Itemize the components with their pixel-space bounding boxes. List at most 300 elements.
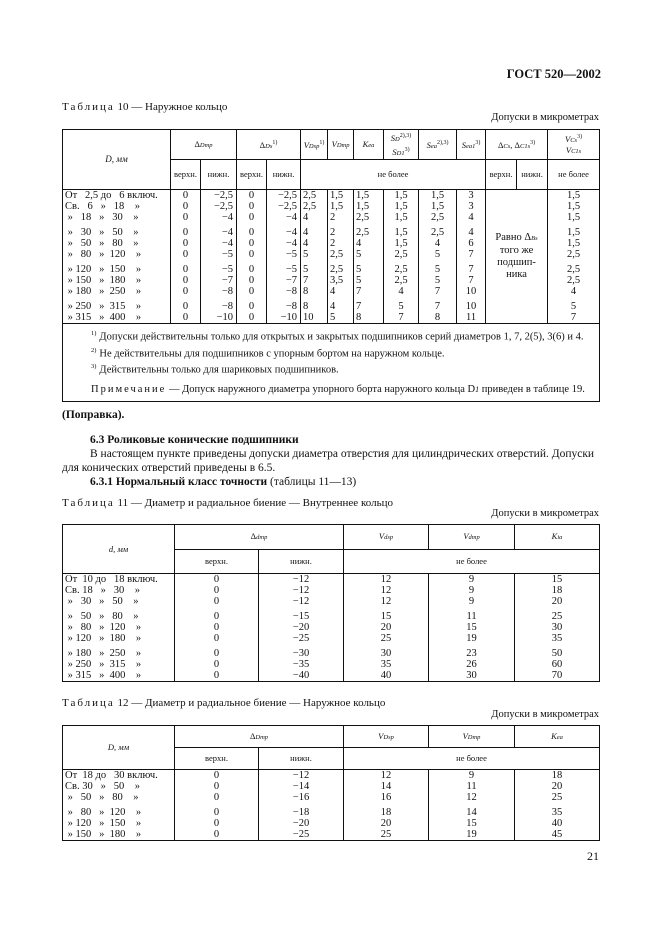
table-cell: 0: [171, 212, 201, 223]
table-cell: 15: [429, 622, 515, 633]
table-cell: 0: [175, 633, 259, 644]
table-cell: 25: [515, 607, 600, 622]
table-cell: 0: [175, 607, 259, 622]
table-cell: 30: [429, 670, 515, 682]
col-header-delta-dmp: ΔDmp: [171, 130, 237, 160]
table-cell: 5: [354, 275, 384, 286]
table-cell: −2,5: [201, 190, 237, 202]
footnote-2: $^{2)}$ Не действительны для подшипников с упорным бортом на наружном кольце.: [91, 346, 445, 359]
table-cell: 5: [384, 297, 419, 312]
table-cell: » 80 » 120 »: [63, 249, 171, 260]
table-12: [62, 725, 600, 841]
table-cell: 5: [548, 297, 600, 312]
table-cell: 14: [429, 803, 515, 818]
table-11-caption: Таблица 11 — Диаметр и радиальное биение — Внутреннее кольцо: [62, 497, 393, 509]
table-cell: 0: [175, 770, 259, 782]
table-cell: 23: [429, 644, 515, 659]
table-cell: 2,5: [328, 260, 354, 275]
table-cell: −4: [267, 238, 301, 249]
table-cell: 0: [237, 249, 267, 260]
table-cell: 9: [429, 596, 515, 607]
table-cell: 70: [515, 670, 600, 682]
table-cell: 2,5: [548, 275, 600, 286]
table-cell: 5: [301, 260, 328, 275]
col-header-kea: Kea: [354, 130, 384, 160]
table-cell: 1,5: [548, 201, 600, 212]
table-cell: −5: [201, 260, 237, 275]
table-cell: 2,5: [419, 223, 457, 238]
col-header-kia: Kia: [515, 525, 600, 550]
table-cell: 4: [384, 286, 419, 297]
table-row: [63, 574, 600, 586]
table-cell: 18: [515, 585, 600, 596]
table-cell: 0: [237, 275, 267, 286]
table-cell: 1,5: [548, 212, 600, 223]
table-cell: −12: [259, 585, 344, 596]
table-cell: 1,5: [548, 223, 600, 238]
merged-line: подшип-: [497, 257, 536, 268]
table-cell: 18: [515, 770, 600, 782]
table-cell: −20: [259, 818, 344, 829]
table-cell: 0: [237, 212, 267, 223]
header-upper: верхн.: [486, 160, 517, 190]
col-header-vdmp: VDmp: [328, 130, 354, 160]
table-cell: » 315 » 400 »: [63, 312, 171, 324]
col-header-vdmp: VDmp: [429, 726, 515, 748]
table-10-units: Допуски в микрометрах: [491, 112, 599, 123]
table-cell: 30: [344, 644, 429, 659]
table-cell: 20: [515, 781, 600, 792]
table-cell: 9: [429, 770, 515, 782]
table-cell: 0: [171, 190, 201, 202]
header-upper: верхн.: [175, 550, 259, 574]
table-11-units: Допуски в микрометрах: [491, 508, 599, 519]
table-cell: −2,5: [267, 201, 301, 212]
table-cell: 10: [301, 312, 328, 324]
table-cell: 25: [344, 829, 429, 841]
table-cell: 4: [328, 297, 354, 312]
table-cell: 12: [344, 596, 429, 607]
table-cell: » 50 » 80 »: [63, 607, 175, 622]
col-header-vdsp: Vdsp: [344, 525, 429, 550]
page-number: 21: [587, 849, 599, 863]
table-cell: −16: [259, 792, 344, 803]
table-cell: 7: [457, 275, 486, 286]
table-11: [62, 524, 600, 682]
table-cell: 1,5: [384, 223, 419, 238]
table-row: [63, 585, 600, 596]
table-cell: −12: [259, 770, 344, 782]
col-header-D: D, мм: [63, 726, 175, 770]
table-cell: −8: [267, 286, 301, 297]
table-cell: 1,5: [384, 190, 419, 202]
header-not-more: не более: [301, 160, 486, 190]
table-cell: » 18 » 30 »: [63, 212, 171, 223]
table-cell: Св. 18 » 30 »: [63, 585, 175, 596]
table-cell: » 120 » 150 »: [63, 818, 175, 829]
table-cell: 0: [175, 585, 259, 596]
table-cell: 20: [344, 622, 429, 633]
col-header-delta-dmp: Δdmp: [175, 525, 344, 550]
table-cell: 7: [419, 286, 457, 297]
table-cell: 0: [175, 659, 259, 670]
table-cell: −5: [201, 249, 237, 260]
table-cell: 2,5: [384, 249, 419, 260]
table-cell: 3: [457, 190, 486, 202]
table-cell: 0: [171, 223, 201, 238]
table-cell: » 180 » 250 »: [63, 644, 175, 659]
table-cell: 5: [419, 260, 457, 275]
table-cell: » 250 » 315 »: [63, 297, 171, 312]
table-cell: 0: [237, 201, 267, 212]
col-header-D: D, мм: [63, 130, 171, 190]
table-cell: 45: [515, 829, 600, 841]
table-cell: 7: [457, 249, 486, 260]
table-cell: 0: [171, 238, 201, 249]
table-row: [63, 596, 600, 607]
table-note: Примечание — Допуск наружного диаметра упорного борта наружного кольца D1 приведен в таблице 19.: [91, 383, 585, 395]
table-10: [62, 129, 600, 402]
table-cell: » 50 » 80 »: [63, 792, 175, 803]
table-cell: 0: [237, 297, 267, 312]
table-row: [63, 670, 600, 682]
table-cell: 6: [457, 238, 486, 249]
table-cell: » 150 » 180 »: [63, 829, 175, 841]
table-12-units: Допуски в микрометрах: [491, 709, 599, 720]
table-cell: 0: [175, 818, 259, 829]
table-cell: 35: [515, 803, 600, 818]
table-cell: 1,5: [419, 201, 457, 212]
header-not-more: не более: [344, 550, 600, 574]
table-cell: 0: [237, 238, 267, 249]
table-cell: 5: [328, 312, 354, 324]
col-header-vdsp: VDsp$^{1)}$: [301, 130, 328, 160]
table-cell: 12: [344, 574, 429, 586]
table-cell: −35: [259, 659, 344, 670]
table-cell: 2,5: [384, 275, 419, 286]
table-row: [63, 803, 600, 818]
table-cell: −12: [259, 596, 344, 607]
table-cell: От 18 до 30 включ.: [63, 770, 175, 782]
table-row: [63, 622, 600, 633]
table-cell: −5: [267, 249, 301, 260]
table-cell: » 120 » 180 »: [63, 633, 175, 644]
table-cell: От 10 до 18 включ.: [63, 574, 175, 586]
footnote-3: $^{3)}$ Действительны только для шариковых подшипников.: [91, 363, 339, 376]
table-cell: 16: [344, 792, 429, 803]
col-header-vdsp: VDsp: [344, 726, 429, 748]
table-cell: 7: [301, 275, 328, 286]
table-cell: 2,5: [354, 212, 384, 223]
table-cell: 1,5: [419, 190, 457, 202]
table-cell: 1,5: [384, 238, 419, 249]
table-row: [63, 792, 600, 803]
table-row: [63, 770, 600, 782]
table-cell: 0: [175, 803, 259, 818]
table-cell: −25: [259, 829, 344, 841]
table-cell: Св. 30 » 50 »: [63, 781, 175, 792]
table-cell: 0: [171, 260, 201, 275]
table-cell: 0: [237, 223, 267, 238]
table-cell: −2,5: [267, 190, 301, 202]
table-cell: 8: [301, 286, 328, 297]
table-10-caption: [62, 101, 227, 113]
table-cell: 5: [301, 249, 328, 260]
table-row: [63, 607, 600, 622]
table-cell: 0: [175, 829, 259, 841]
table-cell: 2,5: [301, 190, 328, 202]
table-cell: 40: [515, 818, 600, 829]
header-lower: нижн.: [517, 160, 548, 190]
merged-note-cell: [486, 190, 548, 324]
table-cell: 0: [171, 201, 201, 212]
table-cell: 15: [429, 818, 515, 829]
table-cell: 12: [344, 585, 429, 596]
table-cell: 9: [429, 585, 515, 596]
table-cell: 7: [354, 297, 384, 312]
table-cell: 12: [344, 770, 429, 782]
header-upper: верхн.: [237, 160, 267, 190]
table-cell: 12: [429, 792, 515, 803]
table-cell: −5: [267, 260, 301, 275]
header-upper: верхн.: [171, 160, 201, 190]
table-cell: 0: [237, 312, 267, 324]
section-6-3-heading: 6.3 Роликовые конические подшипники: [90, 434, 299, 446]
table-cell: 2,5: [301, 201, 328, 212]
table-cell: 30: [515, 622, 600, 633]
table-cell: 8: [301, 297, 328, 312]
table-cell: 50: [515, 644, 600, 659]
table-cell: −25: [259, 633, 344, 644]
table-cell: 0: [175, 670, 259, 682]
section-6-3-paragraph: В настоящем пункте приведены допуски диаметра отверстия для цилиндрических отверстий. Допуски для конических отверстий приведены в 6.5.: [62, 448, 595, 474]
table-cell: −7: [267, 275, 301, 286]
merged-line: того же: [499, 245, 534, 256]
table-cell: » 80 » 120 »: [63, 622, 175, 633]
col-header-sd: $SD^{2),3)}$ SD1$^{3)}$: [384, 130, 419, 160]
header-lower: нижн.: [201, 160, 237, 190]
table-cell: −10: [267, 312, 301, 324]
table-cell: 10: [457, 297, 486, 312]
table-cell: 1,5: [354, 201, 384, 212]
table-cell: 0: [175, 644, 259, 659]
col-header-kea: Kea: [515, 726, 600, 748]
table-cell: 0: [175, 622, 259, 633]
table-cell: −18: [259, 803, 344, 818]
table-row: [63, 190, 600, 202]
table-cell: 1,5: [354, 190, 384, 202]
table-cell: 7: [457, 260, 486, 275]
header-upper: верхн.: [175, 748, 259, 770]
table-cell: −8: [201, 286, 237, 297]
table-cell: −4: [201, 212, 237, 223]
table-cell: 0: [175, 574, 259, 586]
table-cell: −10: [201, 312, 237, 324]
col-header-vdmp: Vdmp: [429, 525, 515, 550]
table-cell: 10: [457, 286, 486, 297]
col-header-delta-dmp: ΔDmp: [175, 726, 344, 748]
table-cell: 2,5: [328, 249, 354, 260]
table-cell: 2,5: [354, 223, 384, 238]
table-cell: −4: [267, 223, 301, 238]
table-cell: 35: [515, 633, 600, 644]
table-cell: 4: [457, 223, 486, 238]
table-cell: 0: [175, 596, 259, 607]
table-cell: 7: [354, 286, 384, 297]
correction-note: (Поправка).: [62, 409, 125, 421]
header-not-more: не более: [548, 160, 600, 190]
table-cell: 1,5: [328, 190, 354, 202]
table-cell: 19: [429, 633, 515, 644]
table-row: [63, 633, 600, 644]
table-cell: 14: [344, 781, 429, 792]
table-12-caption: Таблица 12 — Диаметр и радиальное биение — Наружное кольцо: [62, 697, 386, 709]
table-cell: 20: [515, 596, 600, 607]
table-cell: » 30 » 50 »: [63, 596, 175, 607]
table-cell: −8: [201, 297, 237, 312]
table-cell: 15: [515, 574, 600, 586]
table-cell: 15: [344, 607, 429, 622]
table-cell: −15: [259, 607, 344, 622]
table-cell: 1,5: [328, 201, 354, 212]
table-cell: 19: [429, 829, 515, 841]
table-cell: Св. 6 » 18 »: [63, 201, 171, 212]
table-cell: 1,5: [548, 238, 600, 249]
table-cell: 2,5: [384, 260, 419, 275]
caption-text: 10 — Наружное кольцо: [114, 101, 228, 113]
col-header-sea1: Sea1$^{3)}$: [457, 130, 486, 160]
table-cell: » 50 » 80 »: [63, 238, 171, 249]
header-lower: нижн.: [259, 550, 344, 574]
col-header-delta-ds: ΔDs$^{1)}$: [237, 130, 301, 160]
table-cell: 4: [301, 223, 328, 238]
table-cell: 0: [171, 297, 201, 312]
table-cell: 5: [419, 275, 457, 286]
col-header-delta-cs: ΔCs, $\Delta C1s^{3)}$: [486, 130, 548, 160]
table-cell: 0: [171, 286, 201, 297]
table-cell: 60: [515, 659, 600, 670]
table-cell: −12: [259, 574, 344, 586]
table-cell: » 120 » 150 »: [63, 260, 171, 275]
table-10-notes: [63, 324, 600, 402]
table-row: [63, 781, 600, 792]
table-cell: 2,5: [548, 249, 600, 260]
table-cell: 2,5: [419, 212, 457, 223]
table-cell: » 150 » 180 »: [63, 275, 171, 286]
table-cell: −4: [201, 238, 237, 249]
table-cell: 5: [354, 249, 384, 260]
merged-line: ника: [506, 269, 527, 280]
table-cell: 7: [384, 312, 419, 324]
table-cell: −40: [259, 670, 344, 682]
table-cell: » 80 » 120 »: [63, 803, 175, 818]
table-row: [63, 818, 600, 829]
table-row: [63, 644, 600, 659]
document-header: ГОСТ 520—2002: [506, 67, 601, 81]
col-header-vcs: VCs$^{3)}$ VC1s: [548, 130, 600, 160]
table-cell: −4: [267, 212, 301, 223]
footnote-1: $^{1)}$ Допуски действительны только для открытых и закрытых подшипников серий диаметров 1, 7, 2(5), 3(6) и 4.: [91, 330, 584, 343]
table-cell: 0: [237, 190, 267, 202]
caption-label: Таблица: [62, 101, 115, 113]
table-cell: 18: [344, 803, 429, 818]
table-cell: 1,5: [384, 212, 419, 223]
table-cell: 35: [344, 659, 429, 670]
table-cell: » 30 » 50 »: [63, 223, 171, 238]
table-cell: 0: [175, 792, 259, 803]
table-cell: 2,5: [548, 260, 600, 275]
table-cell: 11: [429, 781, 515, 792]
table-cell: 5: [354, 260, 384, 275]
table-row: [63, 659, 600, 670]
table-cell: 25: [515, 792, 600, 803]
table-cell: » 315 » 400 »: [63, 670, 175, 682]
col-header-d: d, мм: [63, 525, 175, 574]
table-cell: 4: [354, 238, 384, 249]
header-lower: нижн.: [259, 748, 344, 770]
table-cell: 20: [344, 818, 429, 829]
table-cell: 0: [171, 249, 201, 260]
table-cell: −20: [259, 622, 344, 633]
table-cell: 11: [457, 312, 486, 324]
table-cell: 8: [419, 312, 457, 324]
table-cell: 26: [429, 659, 515, 670]
table-cell: 7: [419, 297, 457, 312]
table-cell: 2: [328, 238, 354, 249]
table-cell: 1,5: [548, 190, 600, 202]
table-cell: 0: [237, 260, 267, 275]
table-cell: 0: [171, 275, 201, 286]
table-cell: 4: [301, 212, 328, 223]
table-cell: −4: [201, 223, 237, 238]
table-row: [63, 829, 600, 841]
table-cell: 2: [328, 223, 354, 238]
table-cell: −7: [201, 275, 237, 286]
table-cell: 5: [419, 249, 457, 260]
header-lower: нижн.: [267, 160, 301, 190]
section-6-3-1-heading: 6.3.1 Нормальный класс точности (таблицы 11—13): [90, 476, 357, 488]
table-cell: » 180 » 250 »: [63, 286, 171, 297]
col-header-sea: Sea$^{2),3)}$: [419, 130, 457, 160]
table-cell: −30: [259, 644, 344, 659]
table-cell: 9: [429, 574, 515, 586]
table-cell: 7: [548, 312, 600, 324]
table-cell: 2: [328, 212, 354, 223]
table-cell: 3,5: [328, 275, 354, 286]
table-cell: 3: [457, 201, 486, 212]
table-cell: −14: [259, 781, 344, 792]
table-cell: 4: [419, 238, 457, 249]
table-cell: 4: [457, 212, 486, 223]
table-cell: 0: [171, 312, 201, 324]
table-cell: 4: [548, 286, 600, 297]
table-cell: 0: [175, 781, 259, 792]
table-cell: 8: [354, 312, 384, 324]
header-not-more: не более: [344, 748, 600, 770]
table-cell: 4: [301, 238, 328, 249]
table-cell: » 250 » 315 »: [63, 659, 175, 670]
table-cell: −8: [267, 297, 301, 312]
table-cell: 25: [344, 633, 429, 644]
merged-sub: Bs: [531, 235, 538, 242]
table-cell: 1,5: [384, 201, 419, 212]
merged-line: Равно Δ: [495, 232, 532, 243]
table-cell: −2,5: [201, 201, 237, 212]
table-cell: 40: [344, 670, 429, 682]
table-cell: От 2,5 до 6 включ.: [63, 190, 171, 202]
table-cell: 4: [328, 286, 354, 297]
table-cell: 0: [237, 286, 267, 297]
